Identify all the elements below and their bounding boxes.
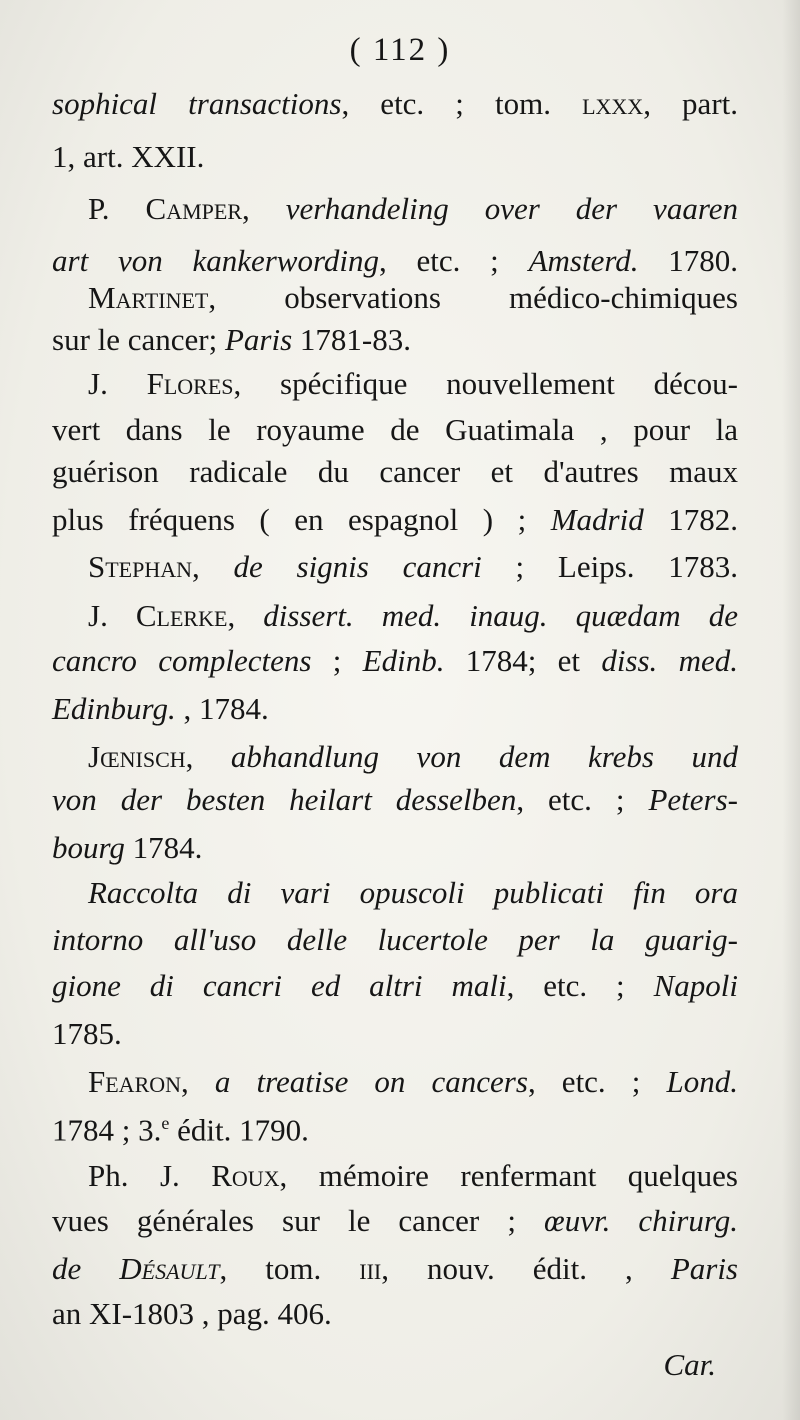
- text-line: J. Clerke, dissert. med. inaug. quædam de: [88, 598, 738, 633]
- text-line: 1784 ; 3.$^e$ édit. 1790.: [52, 1112, 309, 1148]
- page-number: ( 112 ): [349, 32, 451, 68]
- text-line: cancro complectens ; Edinb. 1784; et diss. med.: [52, 643, 738, 678]
- text-line: J. Flores, spécifique nouvellement décou-: [88, 366, 738, 401]
- text-line: vert dans le royaume de Guatimala , pour la: [52, 412, 738, 447]
- text-line: Raccolta di vari opuscoli publicati fin ora: [88, 875, 738, 910]
- text-line: intorno all'uso delle lucertole per la guarig-: [52, 922, 738, 957]
- text-line: Martinet, observations médico-chimiques: [88, 280, 738, 315]
- text-line: von der besten heilart desselben, etc. ; Peters-: [52, 782, 738, 817]
- text-line: 1, art. XXII.: [52, 139, 205, 174]
- text-line: gione di cancri ed altri mali, etc. ; Napoli: [52, 968, 738, 1003]
- text-line: Fearon, a treatise on cancers, etc. ; Lond.: [88, 1064, 739, 1099]
- page-edge-shadow: [782, 0, 800, 1420]
- text-line: sophical transactions, etc. ; tom. lxxx, part.: [52, 86, 738, 121]
- text-line: guérison radicale du cancer et d'autres maux: [52, 454, 738, 489]
- text-line: 1785.: [52, 1016, 122, 1051]
- catchword: Car.: [663, 1347, 716, 1382]
- text-line: P. Camper, verhandeling over der vaaren: [88, 191, 738, 226]
- text-line: vues générales sur le cancer ; œuvr. chirurg.: [52, 1203, 738, 1238]
- text-line: de Désault, tom. iii, nouv. édit. , Paris: [52, 1251, 738, 1286]
- text-line: plus fréquens ( en espagnol ) ; Madrid 1782.: [52, 502, 738, 537]
- text-line: Jœnisch, abhandlung von dem krebs und: [88, 739, 739, 774]
- text-line: art von kankerwording, etc. ; Amsterd. 1780.: [52, 243, 739, 278]
- text-line: bourg 1784.: [52, 830, 203, 865]
- text-line: sur le cancer; Paris 1781-83.: [52, 322, 411, 357]
- text-line: Stephan, de signis cancri ; Leips. 1783.: [88, 549, 738, 584]
- text-line: an XI-1803 , pag. 406.: [52, 1296, 332, 1331]
- text-line: Edinburg. , 1784.: [52, 691, 269, 726]
- text-line: Ph. J. Roux, mémoire renfermant quelques: [88, 1158, 738, 1193]
